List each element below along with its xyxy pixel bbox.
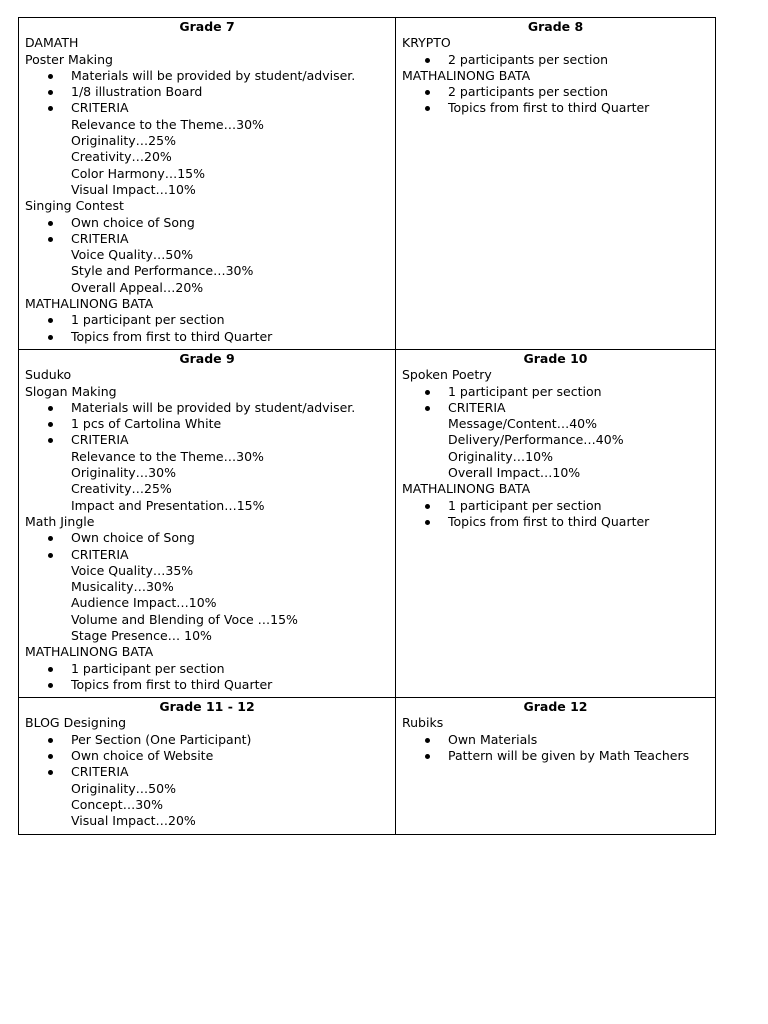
cell-lines bbox=[25, 35, 389, 345]
bullet-item: 1 participant per section bbox=[25, 661, 389, 677]
grade-title: Grade 10 bbox=[523, 350, 588, 366]
event-title: KRYPTO bbox=[402, 35, 451, 51]
criteria-item: Originality…30% bbox=[71, 465, 176, 481]
criteria-item: Creativity…20% bbox=[71, 149, 172, 165]
criteria-item: Relevance to the Theme…30% bbox=[71, 116, 264, 132]
criteria-item: Creativity…25% bbox=[71, 481, 172, 497]
bullet-item: Own choice of Website bbox=[25, 748, 389, 764]
event-title: Slogan Making bbox=[25, 383, 117, 399]
event-title: MATHALINONG BATA bbox=[402, 67, 531, 83]
criteria-item: Impact and Presentation…15% bbox=[71, 497, 265, 513]
criteria-item: Relevance to the Theme…30% bbox=[71, 448, 264, 464]
grade-title: Grade 12 bbox=[523, 699, 588, 715]
cell-lines bbox=[25, 367, 389, 693]
bullet-item: CRITERIA bbox=[25, 231, 389, 247]
table-row bbox=[19, 18, 716, 350]
bullet-item: 1 pcs of Cartolina White bbox=[25, 416, 389, 432]
bullet-item: Topics from first to third Quarter bbox=[25, 329, 389, 345]
grade-cell bbox=[396, 18, 716, 350]
bullet-item: CRITERIA bbox=[402, 400, 709, 416]
bullet-item: 1 participant per section bbox=[402, 498, 709, 514]
cell-lines bbox=[25, 715, 389, 829]
bullet-item: Own choice of Song bbox=[25, 215, 389, 231]
bullet-item: Own choice of Song bbox=[25, 530, 389, 546]
event-title: Spoken Poetry bbox=[402, 367, 492, 383]
grade-cell bbox=[396, 698, 716, 834]
grade-title: Grade 9 bbox=[179, 350, 235, 366]
event-title: MATHALINONG BATA bbox=[25, 296, 154, 312]
contest-table bbox=[18, 17, 716, 835]
table-row bbox=[19, 698, 716, 834]
bullet-item: Topics from first to third Quarter bbox=[402, 514, 709, 530]
criteria-item: Visual Impact…10% bbox=[71, 181, 196, 197]
bullet-item: Topics from first to third Quarter bbox=[402, 100, 709, 116]
bullet-item: Per Section (One Participant) bbox=[25, 732, 389, 748]
grade-cell bbox=[19, 349, 396, 697]
criteria-item: Overall Impact…10% bbox=[448, 465, 581, 481]
criteria-item: Audience Impact…10% bbox=[71, 595, 217, 611]
criteria-item: Originality…25% bbox=[71, 133, 176, 149]
grade-cell bbox=[19, 18, 396, 350]
criteria-item: Originality…50% bbox=[71, 780, 176, 796]
grade-cell bbox=[19, 698, 396, 834]
bullet-item: Own Materials bbox=[402, 732, 709, 748]
criteria-item: Concept…30% bbox=[71, 796, 163, 812]
criteria-item: Style and Performance…30% bbox=[71, 263, 254, 279]
event-title: Math Jingle bbox=[25, 513, 95, 529]
event-title: MATHALINONG BATA bbox=[402, 481, 531, 497]
grade-title: Grade 8 bbox=[527, 19, 584, 34]
bullet-item: CRITERIA bbox=[25, 432, 389, 448]
bullet-item: 1 participant per section bbox=[25, 312, 389, 328]
grade-title: Grade 11 - 12 bbox=[159, 699, 255, 715]
grade-title: Grade 7 bbox=[179, 19, 235, 34]
criteria-item: Voice Quality…50% bbox=[71, 247, 194, 263]
criteria-item: Message/Content…40% bbox=[448, 416, 597, 432]
table-row bbox=[19, 349, 716, 697]
criteria-item: Color Harmony…15% bbox=[71, 165, 206, 181]
bullet-item: 1 participant per section bbox=[402, 384, 709, 400]
bullet-item: Materials will be provided by student/adviser. bbox=[25, 400, 389, 416]
event-title: Poster Making bbox=[25, 51, 113, 67]
cell-lines bbox=[402, 367, 709, 530]
criteria-item: Volume and Blending of Voce …15% bbox=[71, 611, 298, 627]
event-title: DAMATH bbox=[25, 35, 79, 51]
criteria-item: Stage Presence… 10% bbox=[71, 627, 212, 643]
bullet-item: CRITERIA bbox=[25, 547, 389, 563]
cell-lines bbox=[402, 35, 709, 116]
event-title: MATHALINONG BATA bbox=[25, 644, 154, 660]
bullet-item: Materials will be provided by student/adviser. bbox=[25, 68, 389, 84]
bullet-item: CRITERIA bbox=[25, 100, 389, 116]
event-title: Singing Contest bbox=[25, 198, 124, 214]
criteria-item: Overall Appeal…20% bbox=[71, 279, 204, 295]
criteria-item: Delivery/Performance…40% bbox=[448, 432, 624, 448]
bullet-item: 2 participants per section bbox=[402, 84, 709, 100]
event-title: Rubiks bbox=[402, 715, 444, 731]
bullet-item: Pattern will be given by Math Teachers bbox=[402, 748, 709, 764]
grade-cell bbox=[396, 349, 716, 697]
criteria-item: Voice Quality…35% bbox=[71, 562, 194, 578]
event-title: BLOG Designing bbox=[25, 715, 127, 731]
event-title: Suduko bbox=[25, 367, 72, 383]
criteria-item: Musicality…30% bbox=[71, 579, 174, 595]
cell-lines bbox=[402, 715, 709, 764]
criteria-item: Visual Impact…20% bbox=[71, 813, 196, 829]
bullet-item: 2 participants per section bbox=[402, 52, 709, 68]
criteria-item: Originality…10% bbox=[448, 448, 553, 464]
bullet-item: 1/8 illustration Board bbox=[25, 84, 389, 100]
bullet-item: Topics from first to third Quarter bbox=[25, 677, 389, 693]
bullet-item: CRITERIA bbox=[25, 764, 389, 780]
